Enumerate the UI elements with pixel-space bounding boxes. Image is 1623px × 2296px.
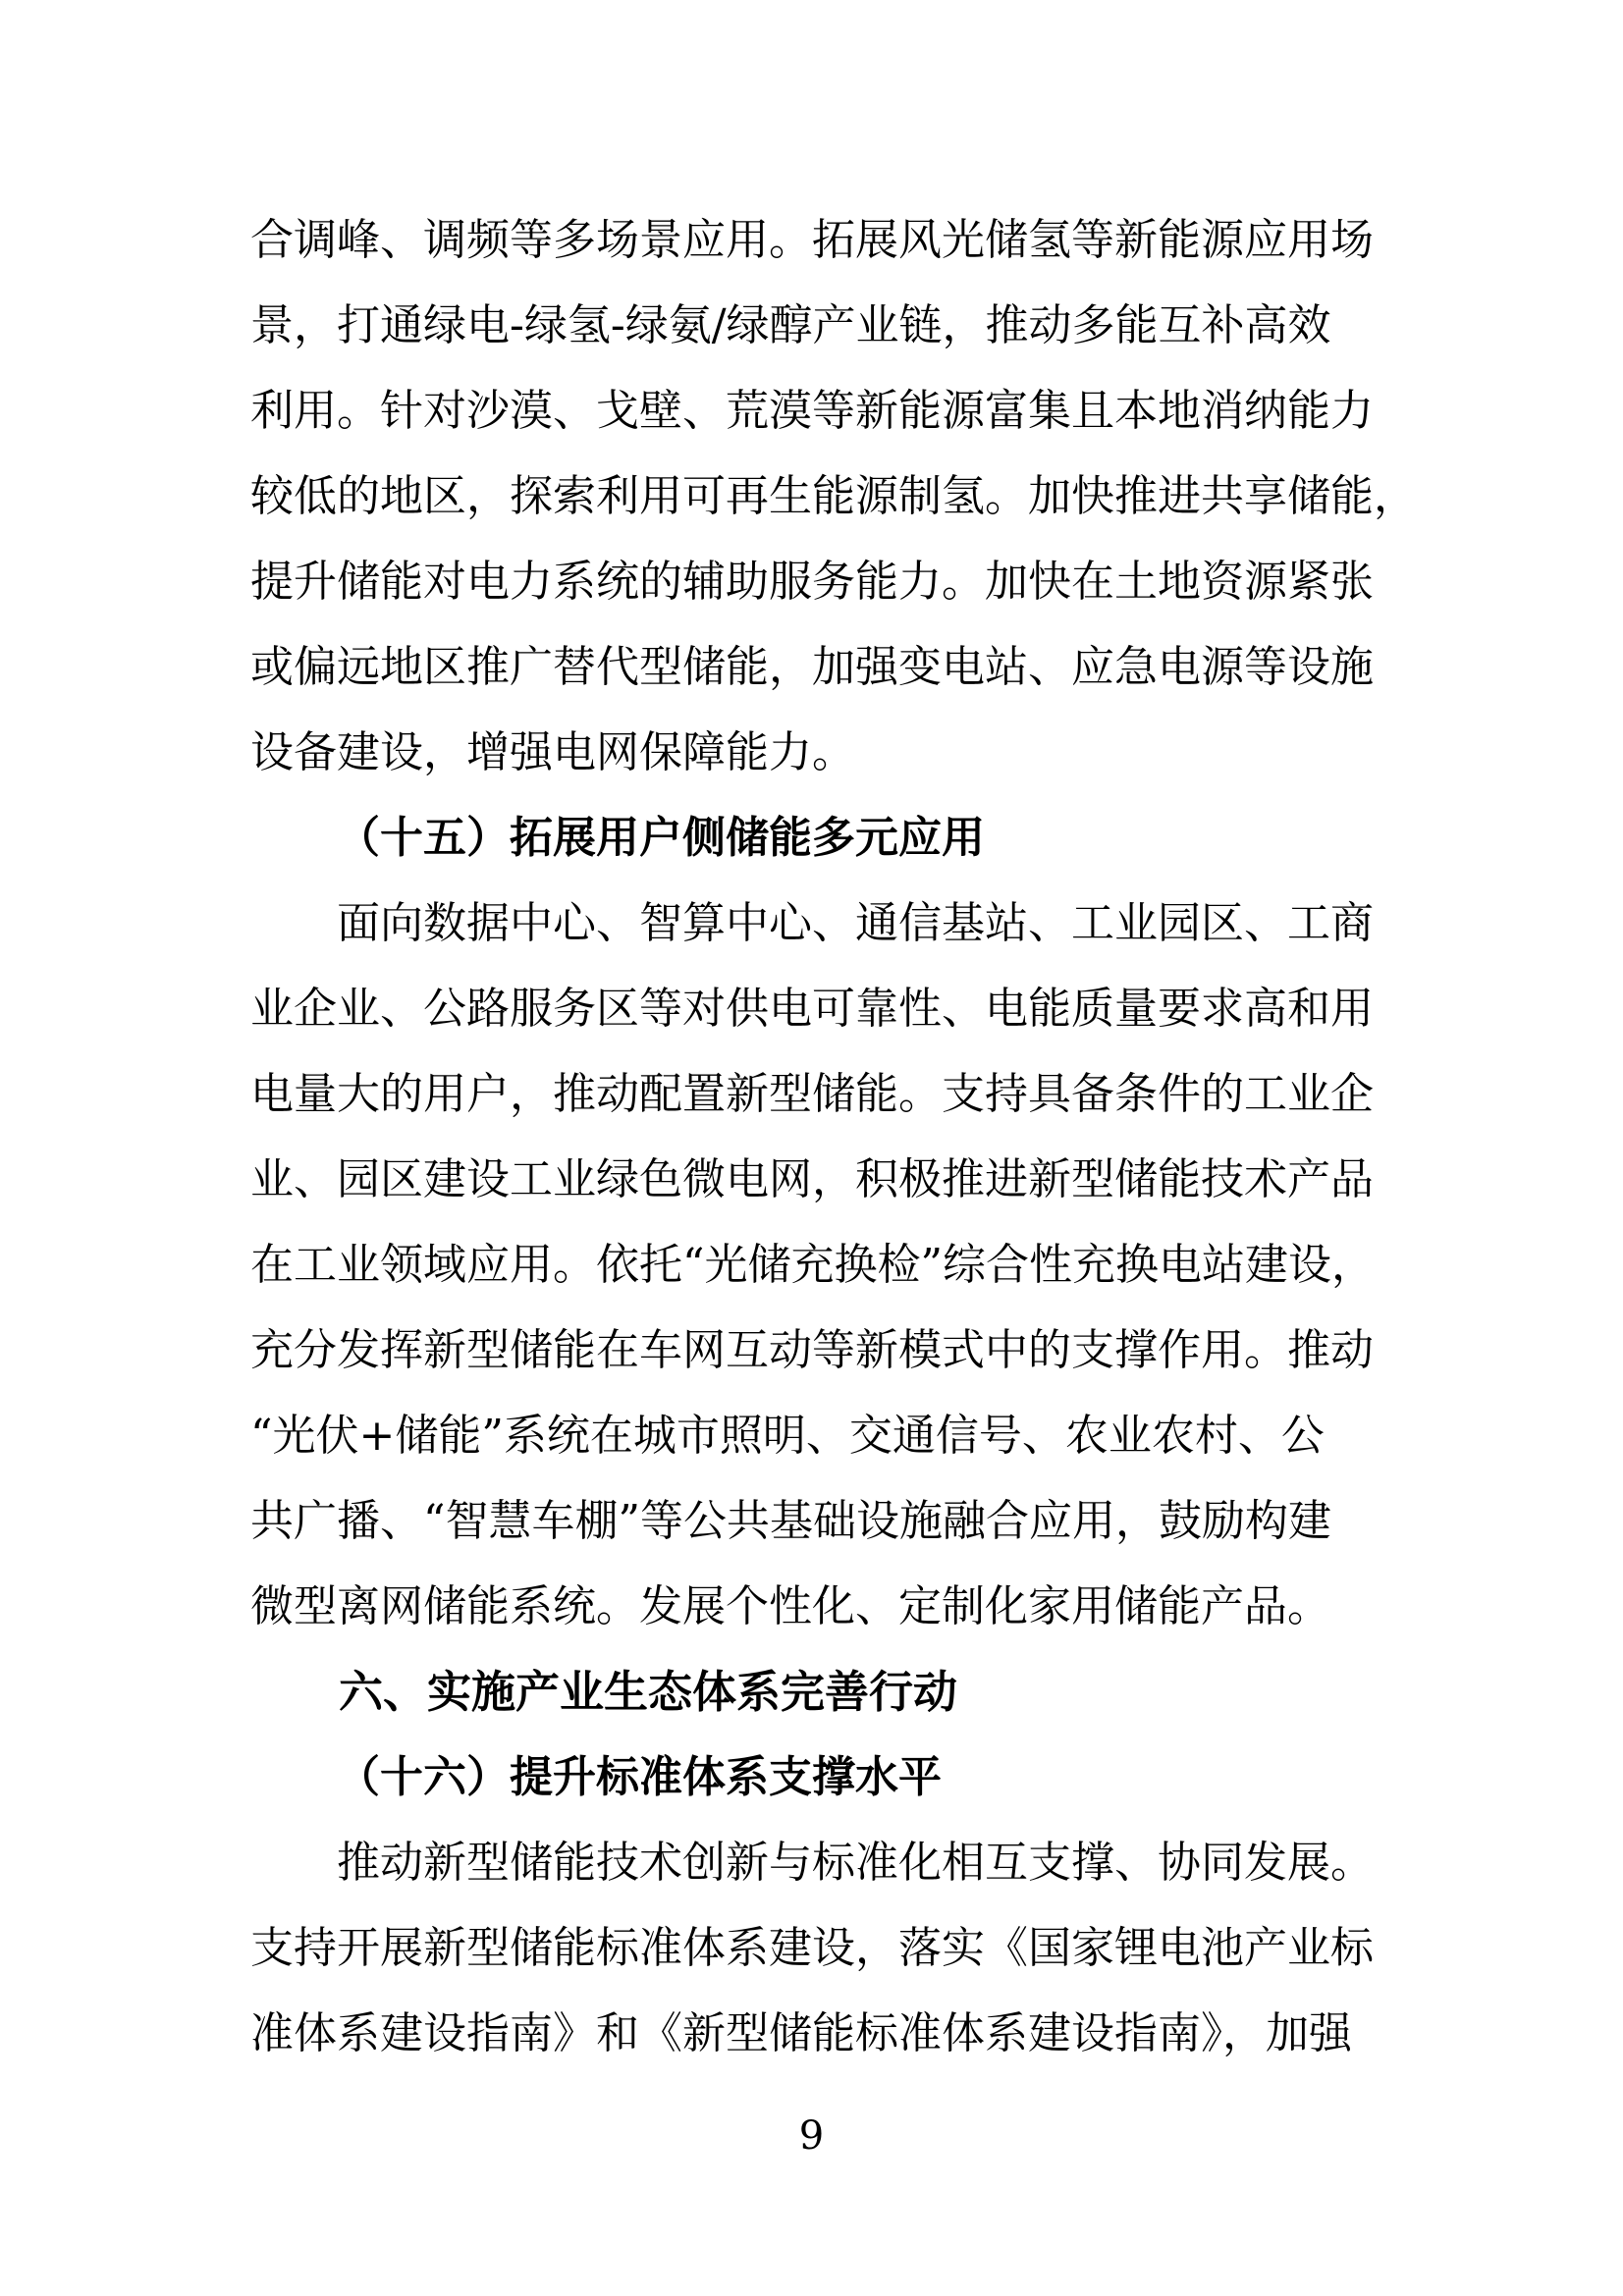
text-line: 或偏远地区推广替代型储能，加强变电站、应急电源等设施 bbox=[250, 642, 1374, 692]
text-line: 推动新型储能技术创新与标准化相互支撑、协同发展。 bbox=[337, 1838, 1374, 1888]
text-line: 微型离网储能系统。发展个性化、定制化家用储能产品。 bbox=[250, 1581, 1330, 1631]
text-line: 充分发挥新型储能在车网互动等新模式中的支撑作用。推动 bbox=[250, 1325, 1374, 1375]
text-line: “光伏+储能”系统在城市照明、交通信号、农业农村、公 bbox=[250, 1411, 1325, 1461]
text-line: 较低的地区，探索利用可再生能源制氢。加快推进共享储能， bbox=[250, 471, 1417, 521]
text-line: 景，打通绿电-绿氢-绿氨/绿醇产业链，推动多能互补高效 bbox=[250, 300, 1331, 350]
text-line: 在工业领域应用。依托“光储充换检”综合性充换电站建设， bbox=[250, 1240, 1375, 1290]
text-line: 设备建设，增强电网保障能力。 bbox=[250, 727, 855, 777]
text-line: 共广播、“智慧车棚”等公共基础设施融合应用，鼓励构建 bbox=[250, 1496, 1331, 1546]
text-line: 利用。针对沙漠、戈壁、荒漠等新能源富集且本地消纳能力 bbox=[250, 386, 1374, 436]
section-heading: 六、实施产业生态体系完善行动 bbox=[339, 1666, 958, 1718]
subsection-heading: （十五）拓展用户侧储能多元应用 bbox=[337, 813, 985, 863]
text-line: 业、园区建设工业绿色微电网，积极推进新型储能技术产品 bbox=[250, 1154, 1374, 1204]
text-line: 业企业、公路服务区等对供电可靠性、电能质量要求高和用 bbox=[250, 984, 1374, 1034]
text-line: 准体系建设指南》和《新型储能标准体系建设指南》，加强 bbox=[250, 2008, 1352, 2058]
text-line: 提升储能对电力系统的辅助服务能力。加快在土地资源紧张 bbox=[250, 557, 1374, 607]
text-line: 电量大的用户，推动配置新型储能。支持具备条件的工业企 bbox=[250, 1069, 1374, 1119]
subsection-heading: （十六）提升标准体系支撑水平 bbox=[337, 1752, 942, 1802]
document-body bbox=[250, 197, 1417, 2076]
text-line: 面向数据中心、智算中心、通信基站、工业园区、工商 bbox=[337, 898, 1374, 948]
page-number: 9 bbox=[798, 2113, 825, 2159]
text-line: 合调峰、调频等多场景应用。拓展风光储氢等新能源应用场 bbox=[250, 215, 1374, 265]
text-line: 支持开展新型储能标准体系建设，落实《国家锂电池产业标 bbox=[250, 1923, 1374, 1973]
